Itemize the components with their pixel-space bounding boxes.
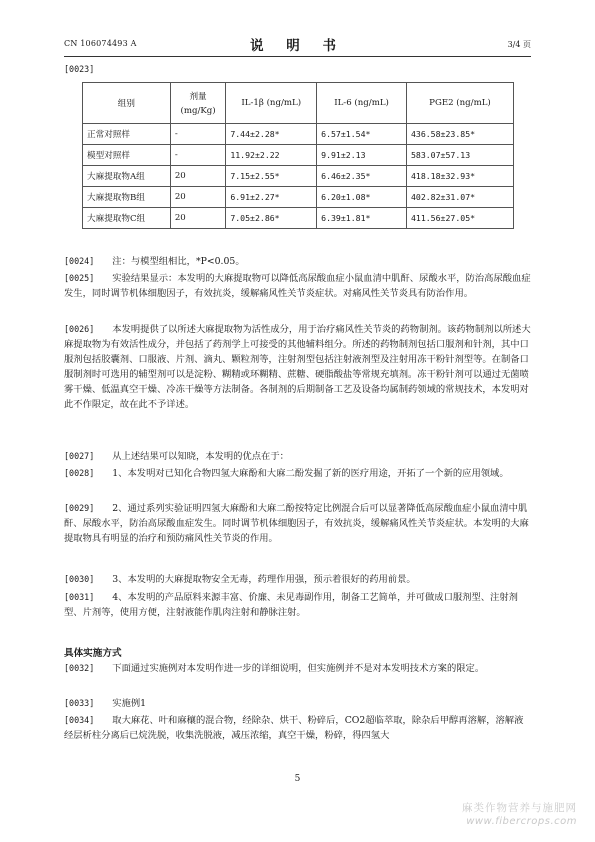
paragraph-tag: [0032]	[64, 663, 95, 673]
paragraph-text: 3、本发明的大麻提取物安全无毒，药理作用强，预示着很好的药用前景。	[112, 574, 416, 585]
col-header-dose	[170, 83, 226, 124]
table-row	[83, 208, 514, 229]
cell-pge2: 402.82±31.07*	[406, 187, 513, 208]
dose-header-line2: (mg/Kg)	[180, 106, 216, 116]
col-header-il6: IL-6 (ng/mL)	[317, 83, 407, 124]
paragraph-text: 2、通过系列实验证明四氢大麻酚和大麻二酚按特定比例混合后可以显著降低高尿酸血症小鼠血清中肌酐、尿酸水平，防治高尿酸血症发生。同时调节机体细胞因子，有效抗炎，缓解痛风性关节炎症状。本发明的大麻提取物具有明显的治疗和预防痛风性关节炎的作用。	[64, 503, 529, 544]
header-divider	[64, 56, 531, 57]
paragraph-0030	[64, 572, 531, 587]
site-watermark	[462, 802, 577, 828]
cell-pge2: 583.07±57.13	[406, 145, 513, 166]
dose-header-line1: 剂量	[189, 92, 207, 102]
document-title: 说 明 书	[250, 38, 345, 54]
cell-pge2: 436.58±23.85*	[406, 124, 513, 145]
col-header-il1b: IL-1β (ng/mL)	[226, 83, 317, 124]
col-header-group: 组别	[83, 83, 171, 124]
paragraph-0024	[64, 254, 531, 269]
cell-pge2: 418.18±32.93*	[406, 166, 513, 187]
cell-group: 大麻提取物C组	[83, 208, 171, 229]
paragraph-text: 从上述结果可以知晓，本发明的优点在于：	[112, 451, 289, 462]
paragraph-0023	[64, 62, 531, 77]
paragraph-tag: [0030]	[64, 574, 95, 584]
cell-group: 大麻提取物A组	[83, 166, 171, 187]
paragraph-tag: [0027]	[64, 451, 95, 461]
paragraph-text: 注：与模型组相比，*P<0.05。	[112, 256, 245, 267]
watermark-url: www.fibercrops.com	[466, 816, 577, 827]
paragraph-tag: [0026]	[64, 324, 95, 334]
paragraph-0031	[64, 590, 531, 620]
paragraph-tag: [0033]	[64, 698, 95, 708]
cell-dose: -	[170, 124, 226, 145]
paragraph-0027	[64, 449, 531, 464]
cell-dose: -	[170, 145, 226, 166]
cell-il1b: 11.92±2.22	[226, 145, 317, 166]
paragraph-text: 实验结果显示：本发明的大麻提取物可以降低高尿酸血症小鼠血清中肌酐、尿酸水平，防治高尿酸血症发生，同时调节机体细胞因子，有效抗炎，缓解痛风性关节炎症状。对痛风性关节炎具有防治作用。	[64, 273, 531, 299]
section-heading: 具体实施方式	[64, 648, 122, 659]
cytokine-table	[82, 82, 514, 229]
cell-group: 模型对照样	[83, 145, 171, 166]
cell-il1b: 7.44±2.28*	[226, 124, 317, 145]
cell-pge2: 411.56±27.05*	[406, 208, 513, 229]
cell-il6: 6.20±1.08*	[317, 187, 407, 208]
cell-il1b: 6.91±2.27*	[226, 187, 317, 208]
watermark-title: 麻类作物营养与施肥网	[462, 802, 577, 814]
paragraph-text: 1、本发明对已知化合物四氢大麻酚和大麻二酚发掘了新的医疗用途，开拓了一个新的应用领域。	[112, 468, 509, 479]
table-header-row	[83, 83, 514, 124]
cell-il6: 6.39±1.81*	[317, 208, 407, 229]
cell-group: 大麻提取物B组	[83, 187, 171, 208]
cell-dose: 20	[170, 187, 226, 208]
table-row	[83, 124, 514, 145]
paragraph-text: 4、本发明的产品原料来源丰富、价廉、未见毒副作用，制备工艺简单，并可做成口服剂型、注射剂型、片剂等，使用方便，注射液能作肌肉注射和静脉注射。	[64, 592, 518, 618]
col-header-pge2: PGE2 (ng/mL)	[406, 83, 513, 124]
page-number: 5	[294, 774, 301, 784]
paragraph-tag: [0034]	[64, 715, 95, 725]
paragraph-0029	[64, 501, 531, 546]
paragraph-0026	[64, 322, 531, 412]
patent-number: CN 106074493 A	[64, 39, 137, 48]
page-header	[64, 38, 531, 52]
cell-il6: 6.57±1.54*	[317, 124, 407, 145]
paragraph-tag: [0025]	[64, 273, 95, 283]
paragraph-0028	[64, 466, 531, 481]
paragraph-0033	[64, 696, 531, 711]
paragraph-text: 取大麻花、叶和麻穰的混合物，经除杂、烘干、粉碎后，CO2超临萃取，除杂后甲醇再溶解，溶解液经层析柱分离后已烷洗脱，收集洗脱液，减压浓缩，真空干燥，粉碎，得四氢大	[64, 715, 524, 741]
cell-dose: 20	[170, 166, 226, 187]
paragraph-tag: [0028]	[64, 468, 95, 478]
cell-il1b: 7.15±2.55*	[226, 166, 317, 187]
cell-il6: 9.91±2.13	[317, 145, 407, 166]
paragraph-text: 实施例1	[112, 698, 147, 709]
cell-il1b: 7.05±2.86*	[226, 208, 317, 229]
paragraph-tag: [0024]	[64, 256, 95, 266]
table-row	[83, 166, 514, 187]
cell-il6: 6.46±2.35*	[317, 166, 407, 187]
paragraph-0025	[64, 271, 531, 301]
paragraph-tag: [0023]	[64, 64, 95, 74]
paragraph-text: 下面通过实施例对本发明作进一步的详细说明，但实施例并不是对本发明技术方案的限定。	[112, 663, 485, 674]
paragraph-text: 本发明提供了以所述大麻提取物为活性成分，用于治疗痛风性关节炎的药物制剂。该药物制剂以所述大麻提取物为有效活性成分，并包括了药剂学上可接受的其他辅料组分。所述的药物制剂包括口服剂和针剂，其中口服剂包括胶囊剂、口服液、片剂、滴丸、颗粒剂等，注射剂型包括注射液剂型及注射用冻干粉针剂型等。在制备口服制剂时可选用的辅型剂可以是淀粉、糊精或环糊精、蔗糖、硬脂酸盐等常规充填剂。冻干粉针剂可以通过无菌喷雾干燥、低温真空干燥、冷冻干燥等方法制备。各制剂的后期制备工艺及设备均属制药领域的常规技术，本发明对此不作限定，故在此不予详述。	[64, 324, 531, 410]
cell-dose: 20	[170, 208, 226, 229]
table-row	[83, 145, 514, 166]
paragraph-tag: [0029]	[64, 503, 95, 513]
page-indicator: 3/4 页	[507, 40, 531, 49]
paragraph-tag: [0031]	[64, 592, 95, 602]
paragraph-0034	[64, 713, 531, 743]
table-row	[83, 187, 514, 208]
paragraph-0032	[64, 661, 531, 676]
cell-group: 正常对照样	[83, 124, 171, 145]
